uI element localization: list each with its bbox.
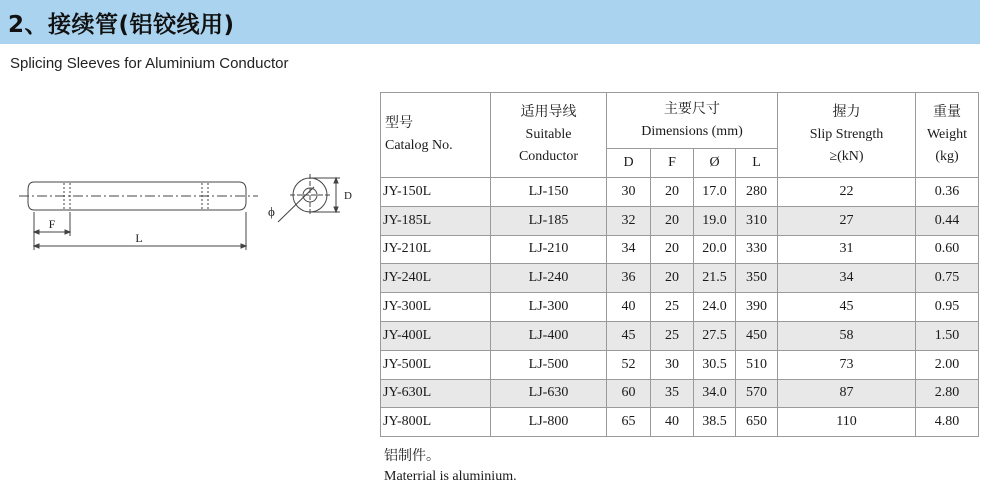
slip-strength-cell: 87 [778, 379, 916, 408]
weight-header [916, 93, 979, 178]
page-title: 2、接续管(铝铰线用) [8, 12, 235, 38]
dim-phi-cell: 24.0 [694, 293, 736, 322]
catalog-cell: JY-150L [381, 178, 491, 207]
dim-d-cell: 65 [607, 408, 651, 437]
dimension-d-label: D [344, 190, 352, 202]
dim-l-cell: 510 [736, 350, 778, 379]
dim-phi-cell: 38.5 [694, 408, 736, 437]
catalog-header-cn: 型号 [385, 116, 413, 131]
catalog-cell: JY-240L [381, 264, 491, 293]
slip-strength-cell: 58 [778, 321, 916, 350]
conductor-header-cn: 适用导线 [520, 105, 577, 120]
catalog-header-en: Catalog No. [385, 138, 453, 153]
weight-cell: 2.80 [916, 379, 979, 408]
table-row [381, 178, 979, 207]
slip-strength-header [778, 93, 916, 178]
dim-d-cell: 30 [607, 178, 651, 207]
dim-f-cell: 35 [651, 379, 694, 408]
dim-phi-cell: 20.0 [694, 235, 736, 264]
dimensions-header-cn: 主要尺寸 [664, 101, 720, 117]
dim-l-cell: 280 [736, 178, 778, 207]
table-header-row [381, 93, 979, 149]
header-banner [0, 0, 980, 44]
dim-f-header: F [651, 149, 694, 178]
table-row [381, 321, 979, 350]
weight-cell: 2.00 [916, 350, 979, 379]
table-row [381, 408, 979, 437]
weight-header-en: Weight [926, 127, 968, 142]
dim-d-cell: 34 [607, 235, 651, 264]
table-row [381, 379, 979, 408]
dim-f-cell: 20 [651, 235, 694, 264]
dim-l-cell: 450 [736, 321, 778, 350]
dim-l-cell: 650 [736, 408, 778, 437]
dimensions-header [607, 93, 778, 149]
dim-l-cell: 350 [736, 264, 778, 293]
dim-d-cell: 36 [607, 264, 651, 293]
weight-cell: 0.75 [916, 264, 979, 293]
conductor-cell: LJ-500 [491, 350, 607, 379]
dim-l-header: L [736, 149, 778, 178]
dim-f-cell: 30 [651, 350, 694, 379]
conductor-cell: LJ-210 [491, 235, 607, 264]
conductor-cell: LJ-630 [491, 379, 607, 408]
table-row [381, 235, 979, 264]
conductor-cell: LJ-400 [491, 321, 607, 350]
material-note-cn: 铝制件。 [384, 449, 440, 464]
dim-l-cell: 570 [736, 379, 778, 408]
dim-d-cell: 60 [607, 379, 651, 408]
dim-f-cell: 20 [651, 206, 694, 235]
dim-phi-cell: 17.0 [694, 178, 736, 207]
strength-header-en: Slip Strength [809, 127, 884, 142]
slip-strength-cell: 34 [778, 264, 916, 293]
dim-d-cell: 45 [607, 321, 651, 350]
weight-header-cn: 重量 [933, 105, 961, 120]
spec-table [380, 92, 979, 437]
slip-strength-cell: 22 [778, 178, 916, 207]
material-note [384, 447, 517, 487]
weight-cell: 0.95 [916, 293, 979, 322]
table-row [381, 293, 979, 322]
dim-f-cell: 25 [651, 321, 694, 350]
dimension-f-label: F [48, 217, 56, 231]
catalog-cell: JY-400L [381, 321, 491, 350]
dim-phi-cell: 27.5 [694, 321, 736, 350]
dim-phi-cell: 30.5 [694, 350, 736, 379]
weight-cell: 4.80 [916, 408, 979, 437]
catalog-cell: JY-800L [381, 408, 491, 437]
weight-cell: 0.36 [916, 178, 979, 207]
dim-f-cell: 20 [651, 178, 694, 207]
material-note-en: Materrial is aluminium. [384, 469, 517, 484]
conductor-cell: LJ-240 [491, 264, 607, 293]
dim-d-header: D [607, 149, 651, 178]
table-row [381, 350, 979, 379]
dim-f-cell: 25 [651, 293, 694, 322]
dim-l-cell: 310 [736, 206, 778, 235]
catalog-cell: JY-300L [381, 293, 491, 322]
dim-phi-cell: 21.5 [694, 264, 736, 293]
catalog-cell: JY-500L [381, 350, 491, 379]
catalog-cell: JY-185L [381, 206, 491, 235]
slip-strength-cell: 27 [778, 206, 916, 235]
strength-header-cn: 握力 [832, 105, 861, 120]
slip-strength-cell: 31 [778, 235, 916, 264]
conductor-header [491, 93, 607, 178]
conductor-cell: LJ-300 [491, 293, 607, 322]
table-row [381, 206, 979, 235]
conductor-cell: LJ-185 [491, 206, 607, 235]
conductor-cell: LJ-800 [491, 408, 607, 437]
dim-d-cell: 32 [607, 206, 651, 235]
dim-phi-cell: 19.0 [694, 206, 736, 235]
slip-strength-cell: 110 [778, 408, 916, 437]
dim-f-cell: 20 [651, 264, 694, 293]
dim-phi-cell: 34.0 [694, 379, 736, 408]
catalog-cell: JY-210L [381, 235, 491, 264]
catalog-header [381, 93, 491, 178]
catalog-cell: JY-630L [381, 379, 491, 408]
dim-f-cell: 40 [651, 408, 694, 437]
dimension-l-label: L [135, 231, 143, 245]
slip-strength-cell: 45 [778, 293, 916, 322]
conductor-header-en1: Suitable [525, 127, 572, 142]
weight-cell: 0.44 [916, 206, 979, 235]
weight-header-unit: (kg) [935, 149, 959, 164]
table-row [381, 264, 979, 293]
dim-l-cell: 330 [736, 235, 778, 264]
dimensions-header-en: Dimensions (mm) [641, 123, 743, 139]
sleeve-drawing [14, 160, 364, 260]
conductor-cell: LJ-150 [491, 178, 607, 207]
page-subtitle: Splicing Sleeves for Aluminium Conductor [10, 55, 289, 72]
dim-l-cell: 390 [736, 293, 778, 322]
dim-d-cell: 40 [607, 293, 651, 322]
strength-header-unit: ≥(kN) [829, 149, 864, 164]
slip-strength-cell: 73 [778, 350, 916, 379]
dim-d-cell: 52 [607, 350, 651, 379]
dimension-phi-label: ϕ [268, 204, 275, 219]
conductor-header-en2: Conductor [518, 149, 579, 164]
weight-cell: 0.60 [916, 235, 979, 264]
dim-phi-header: Ø [694, 149, 736, 178]
weight-cell: 1.50 [916, 321, 979, 350]
